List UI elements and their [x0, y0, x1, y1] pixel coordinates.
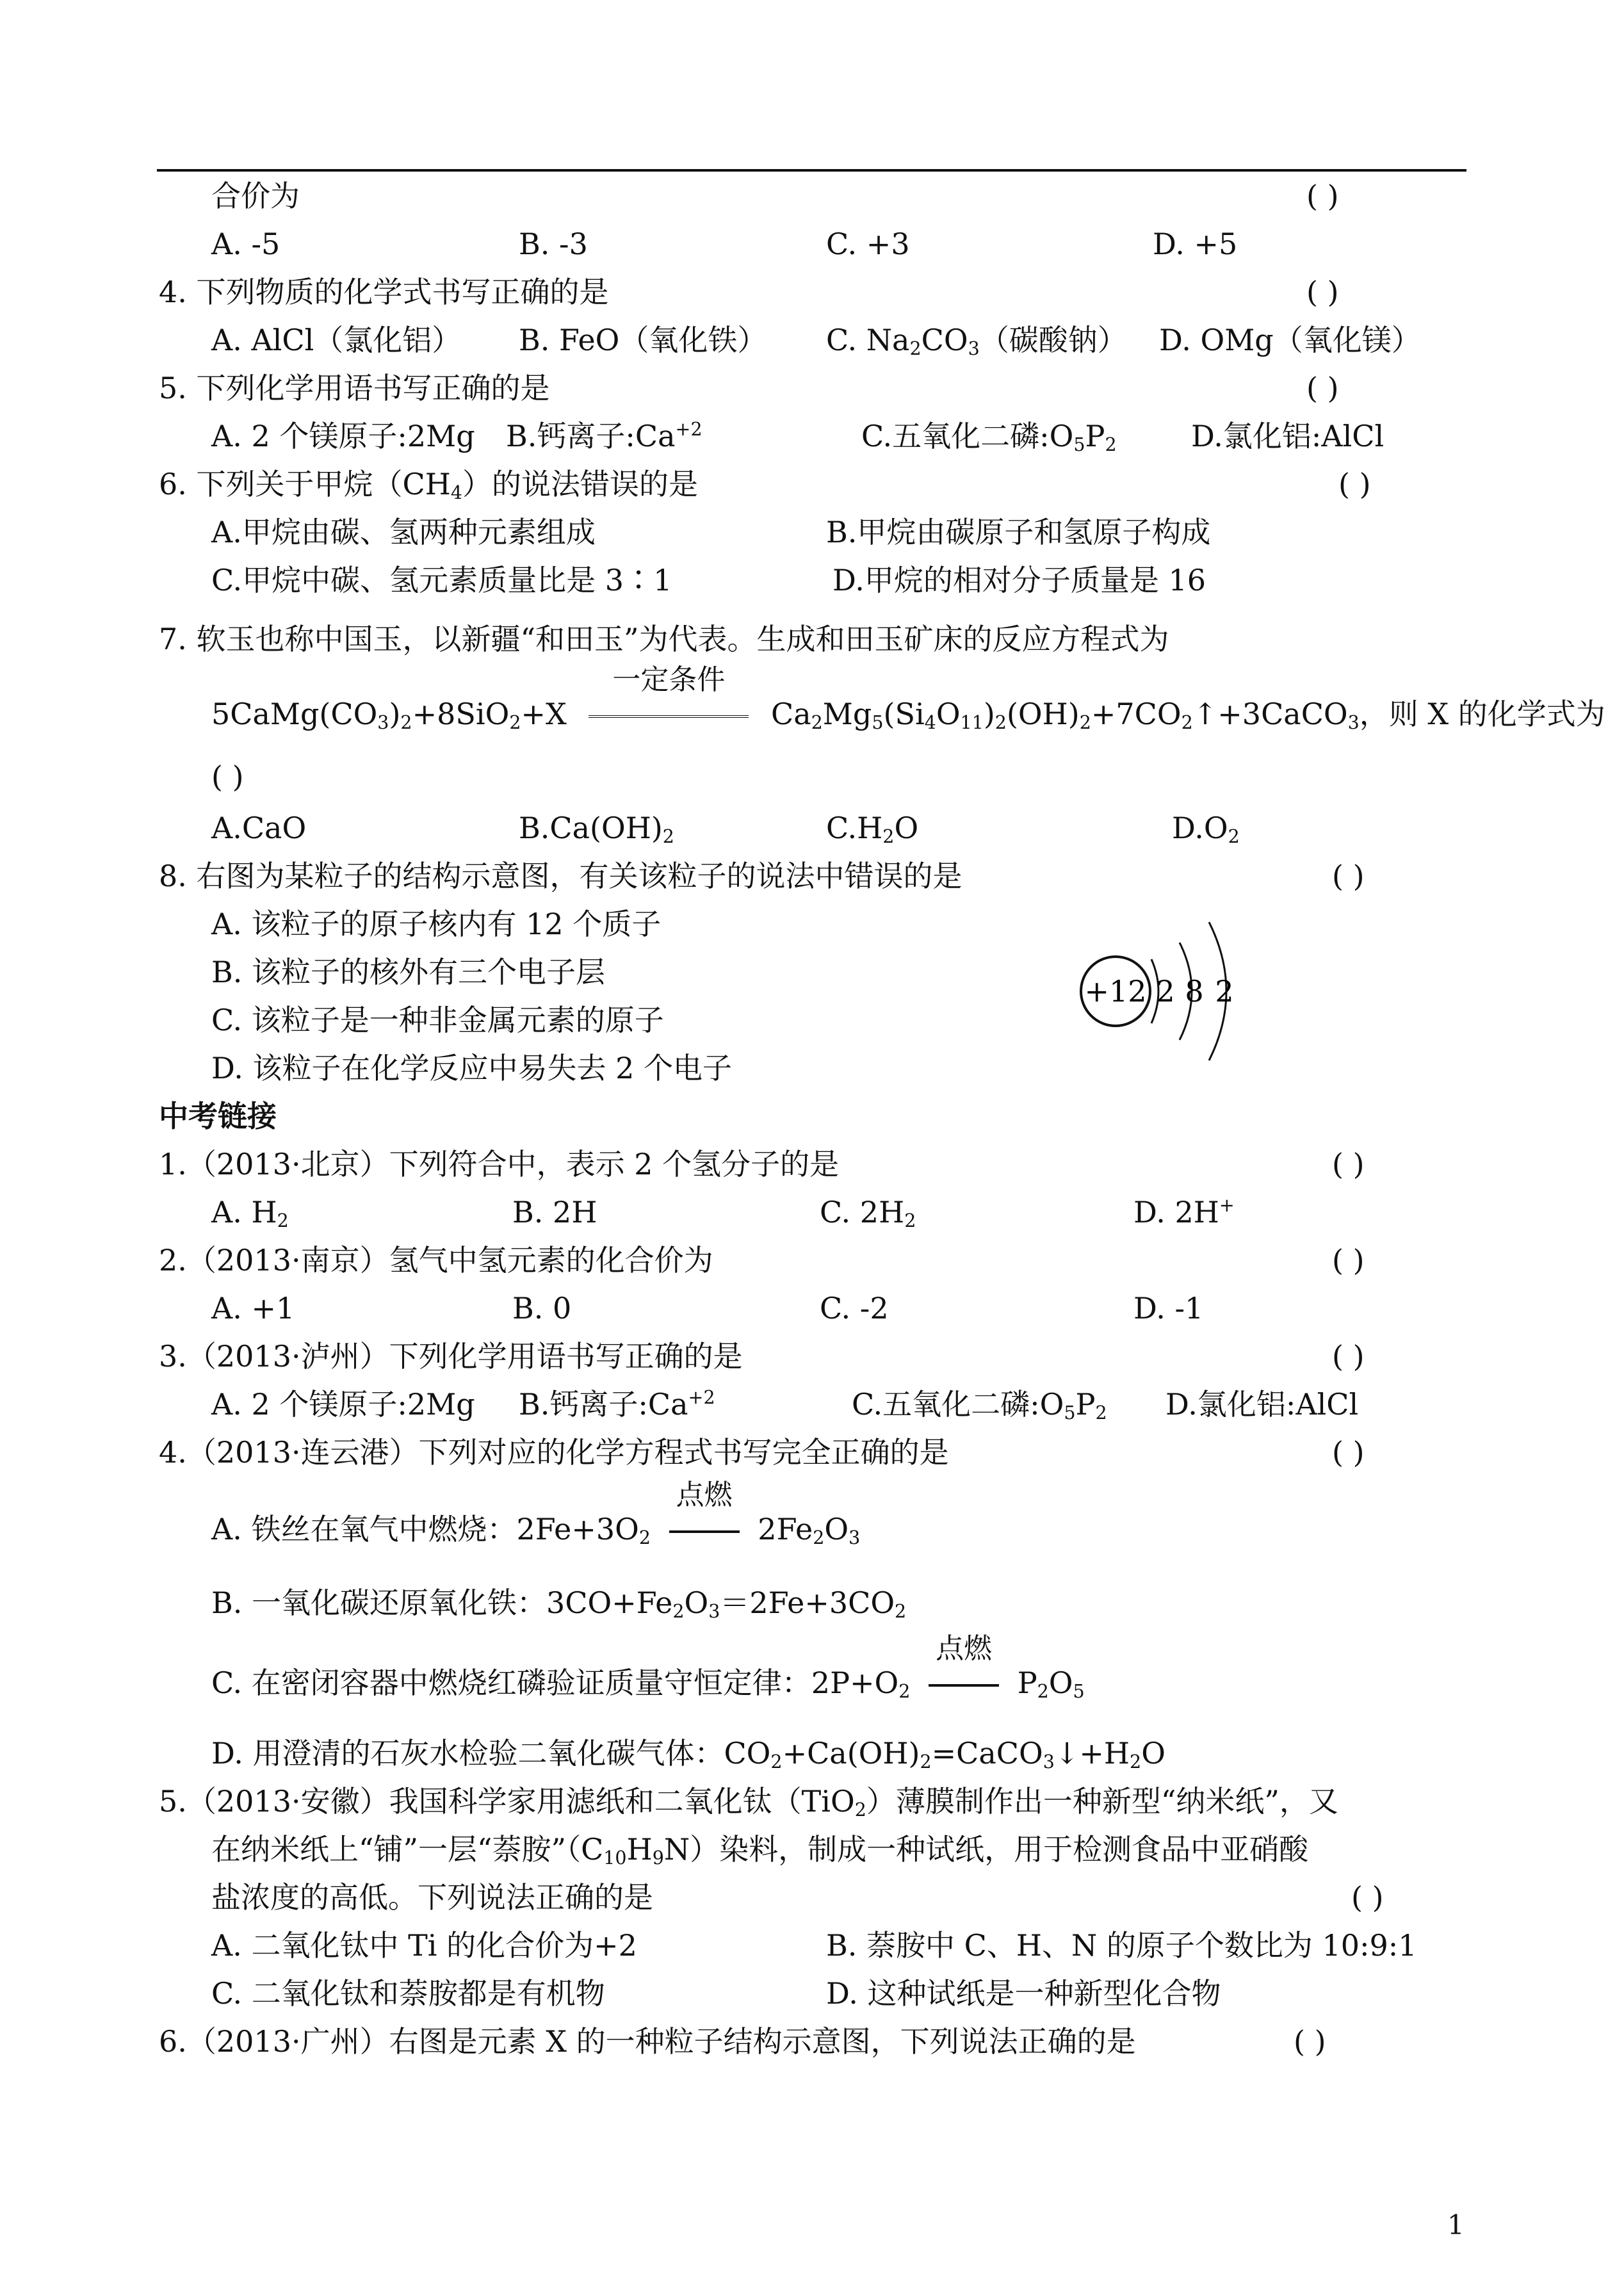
q3-option-b: B. -3 [519, 227, 588, 261]
z6-stem: 6.（2013·广州）右图是元素 X 的一种粒子结构示意图，下列说法正确的是 [159, 2024, 1136, 2059]
answer-bracket: ( ) [1332, 1339, 1365, 1374]
q5-option-c: C.五氧化二磷$:O_5P_2$ [861, 419, 1117, 456]
q4-option-b: B. FeO（氧化铁） [519, 323, 767, 357]
q6-option-c: C.甲烷中碳、氢元素质量比是 3∶1 [211, 563, 672, 597]
z4-option-d: D. 用澄清的石灰水检验二氧化碳气体：$CO_2+Ca(OH)_2=CaCO_3↓+H_2O$ [211, 1736, 1165, 1773]
q3-option-a: A. -5 [211, 227, 280, 261]
q4-stem: 4. 下列物质的化学式书写正确的是 [159, 275, 609, 309]
q8-option-d: D. 该粒子在化学反应中易失去 2 个电子 [211, 1051, 732, 1085]
answer-bracket: ( ) [1332, 1243, 1365, 1277]
q6-option-d: D.甲烷的相对分子质量是 16 [832, 563, 1206, 597]
reaction-condition: 一定条件 [612, 663, 726, 696]
z5-stem-line-3: 盐浓度的高低。下列说法正确的是 [211, 1880, 653, 1915]
z3-stem: 3.（2013·泸州）下列化学用语书写正确的是 [159, 1339, 743, 1374]
q6-option-b: B.甲烷由碳原子和氢原子构成 [826, 515, 1211, 549]
z2-option-c: C. -2 [820, 1291, 889, 1326]
answer-bracket: ( ) [1351, 1880, 1384, 1915]
z2-option-b: B. 0 [512, 1291, 572, 1326]
z5-stem-line-2: 在纳米纸上“铺”一层“萘胺$”(C_{10}H_9N)$染料，制成一种试纸，用于检测食品中亚硝酸 [211, 1832, 1309, 1869]
q5-option-b: B.钙离子$:Ca^{+2}$ [506, 418, 702, 453]
answer-bracket: ( ) [1332, 859, 1365, 893]
shell-1-count: 2 [1156, 974, 1175, 1009]
nucleus-charge: +12 [1084, 974, 1147, 1009]
z4-stem: 4.（2013·连云港）下列对应的化学方程式书写完全正确的是 [159, 1435, 949, 1470]
q6-option-a: A.甲烷由碳、氢两种元素组成 [211, 515, 596, 549]
z3-option-b: B.钙离子$:Ca^{+2}$ [519, 1386, 715, 1422]
z4-option-c: C. 在密闭容器中燃烧红磷验证质量守恒定律：$2P+O_2$ 点燃 $P_2O_5$ [211, 1632, 1085, 1703]
z2-option-d: D. -1 [1133, 1291, 1204, 1326]
q8-option-b: B. 该粒子的核外有三个电子层 [211, 955, 606, 989]
answer-bracket: ( ) [1306, 371, 1339, 405]
answer-bracket: ( ) [1306, 179, 1339, 213]
z1-option-c: C. $2H_2$ [820, 1195, 916, 1232]
section-title: 中考链接 [159, 1099, 277, 1133]
answer-bracket: ( ) [211, 759, 244, 794]
z4-option-b: B. 一氧化碳还原氧化铁：$3CO+Fe_2O_3=2Fe+3CO_2$ [211, 1585, 907, 1623]
q3-option-c: C. +3 [826, 227, 910, 261]
q3-stem: 合价为 [211, 179, 300, 213]
z5-option-c: C. 二氧化钛和萘胺都是有机物 [211, 1976, 605, 2011]
q7-stem: 7. 软玉也称中国玉，以新疆“和田玉”为代表。生成和田玉矿床的反应方程式为 [159, 622, 1169, 656]
answer-bracket: ( ) [1338, 467, 1371, 501]
z5-option-a: A. 二氧化钛中 Ti 的化合价为+2 [211, 1928, 637, 1963]
q7-equation: $5CaMg(CO_3)_2+8SiO_2+X$ 一定条件 $Ca_2Mg_5(Si_4O_{11})_2(OH)_2+7CO_2↑+3CaCO_3$，则 X 的化学式为 [211, 663, 1605, 734]
answer-bracket: ( ) [1294, 2024, 1326, 2059]
q8-option-a: A. 该粒子的原子核内有 12 个质子 [211, 907, 662, 941]
z5-option-b: B. 萘胺中 C、H、N 的原子个数比为 10:9:1 [826, 1928, 1417, 1963]
z5-stem-line-1: 5.（2013·安徽）我国科学家用滤纸和二氧化钛（TiO$_2$）薄膜制作出一种新型“纳米纸”，又 [159, 1784, 1338, 1821]
header-rule [157, 169, 1466, 172]
q5-stem: 5. 下列化学用语书写正确的是 [159, 371, 550, 405]
z5-option-d: D. 这种试纸是一种新型化合物 [826, 1976, 1221, 2011]
q7-option-c: $C.H_2O$ [826, 811, 919, 848]
atomic-structure-diagram [1076, 896, 1268, 1089]
z1-stem: 1.（2013·北京）下列符合中，表示 2 个氢分子的是 [159, 1147, 840, 1181]
shell-3-count: 2 [1215, 974, 1234, 1009]
q7-option-d: $D.O_2$ [1172, 811, 1240, 848]
q8-option-c: C. 该粒子是一种非金属元素的原子 [211, 1003, 664, 1037]
answer-bracket: ( ) [1332, 1147, 1365, 1181]
page-number: 1 [1447, 2209, 1465, 2241]
q5-option-d: D.氯化铝:AlCl [1191, 419, 1384, 453]
z1-option-d: D. 2H+ [1133, 1194, 1235, 1229]
z3-option-c: C.五氧化二磷$:O_5P_2$ [852, 1387, 1107, 1424]
answer-bracket: ( ) [1332, 1435, 1365, 1470]
q8-stem: 8. 右图为某粒子的结构示意图，有关该粒子的说法中错误的是 [159, 859, 962, 893]
z3-option-d: D.氯化铝:AlCl [1165, 1387, 1359, 1422]
q4-option-d: D. OMg（氧化镁） [1159, 323, 1421, 357]
z4-option-a: A. 铁丝在氧气中燃烧：$2Fe+3O_2$ 点燃 $2Fe_2O_3$ [211, 1479, 861, 1549]
q7-option-b: $B.Ca(OH)_2$ [519, 811, 674, 848]
q4-option-c: C. $Na_2CO_3$（碳酸钠） [826, 323, 1127, 360]
z2-option-a: A. +1 [211, 1291, 295, 1326]
q3-option-d: D. +5 [1153, 227, 1238, 261]
z1-option-b: B. 2H [512, 1195, 597, 1229]
z1-option-a: A. $H_2$ [211, 1195, 289, 1232]
shell-2-count: 8 [1185, 974, 1204, 1009]
q6-stem: 6. 下列关于甲烷$(CH_4)$的说法错误的是 [159, 467, 698, 504]
answer-bracket: ( ) [1306, 275, 1339, 309]
q4-option-a: A. AlCl（氯化铝） [211, 323, 462, 357]
reaction-condition: 点燃 [936, 1632, 993, 1665]
z2-stem: 2.（2013·南京）氢气中氢元素的化合价为 [159, 1243, 713, 1277]
z3-option-a: A. 2 个镁原子:2Mg [211, 1387, 475, 1422]
reaction-condition: 点燃 [676, 1479, 733, 1511]
q5-option-a: A. 2 个镁原子:2Mg [211, 419, 475, 453]
q7-option-a: A.CaO [211, 811, 307, 845]
